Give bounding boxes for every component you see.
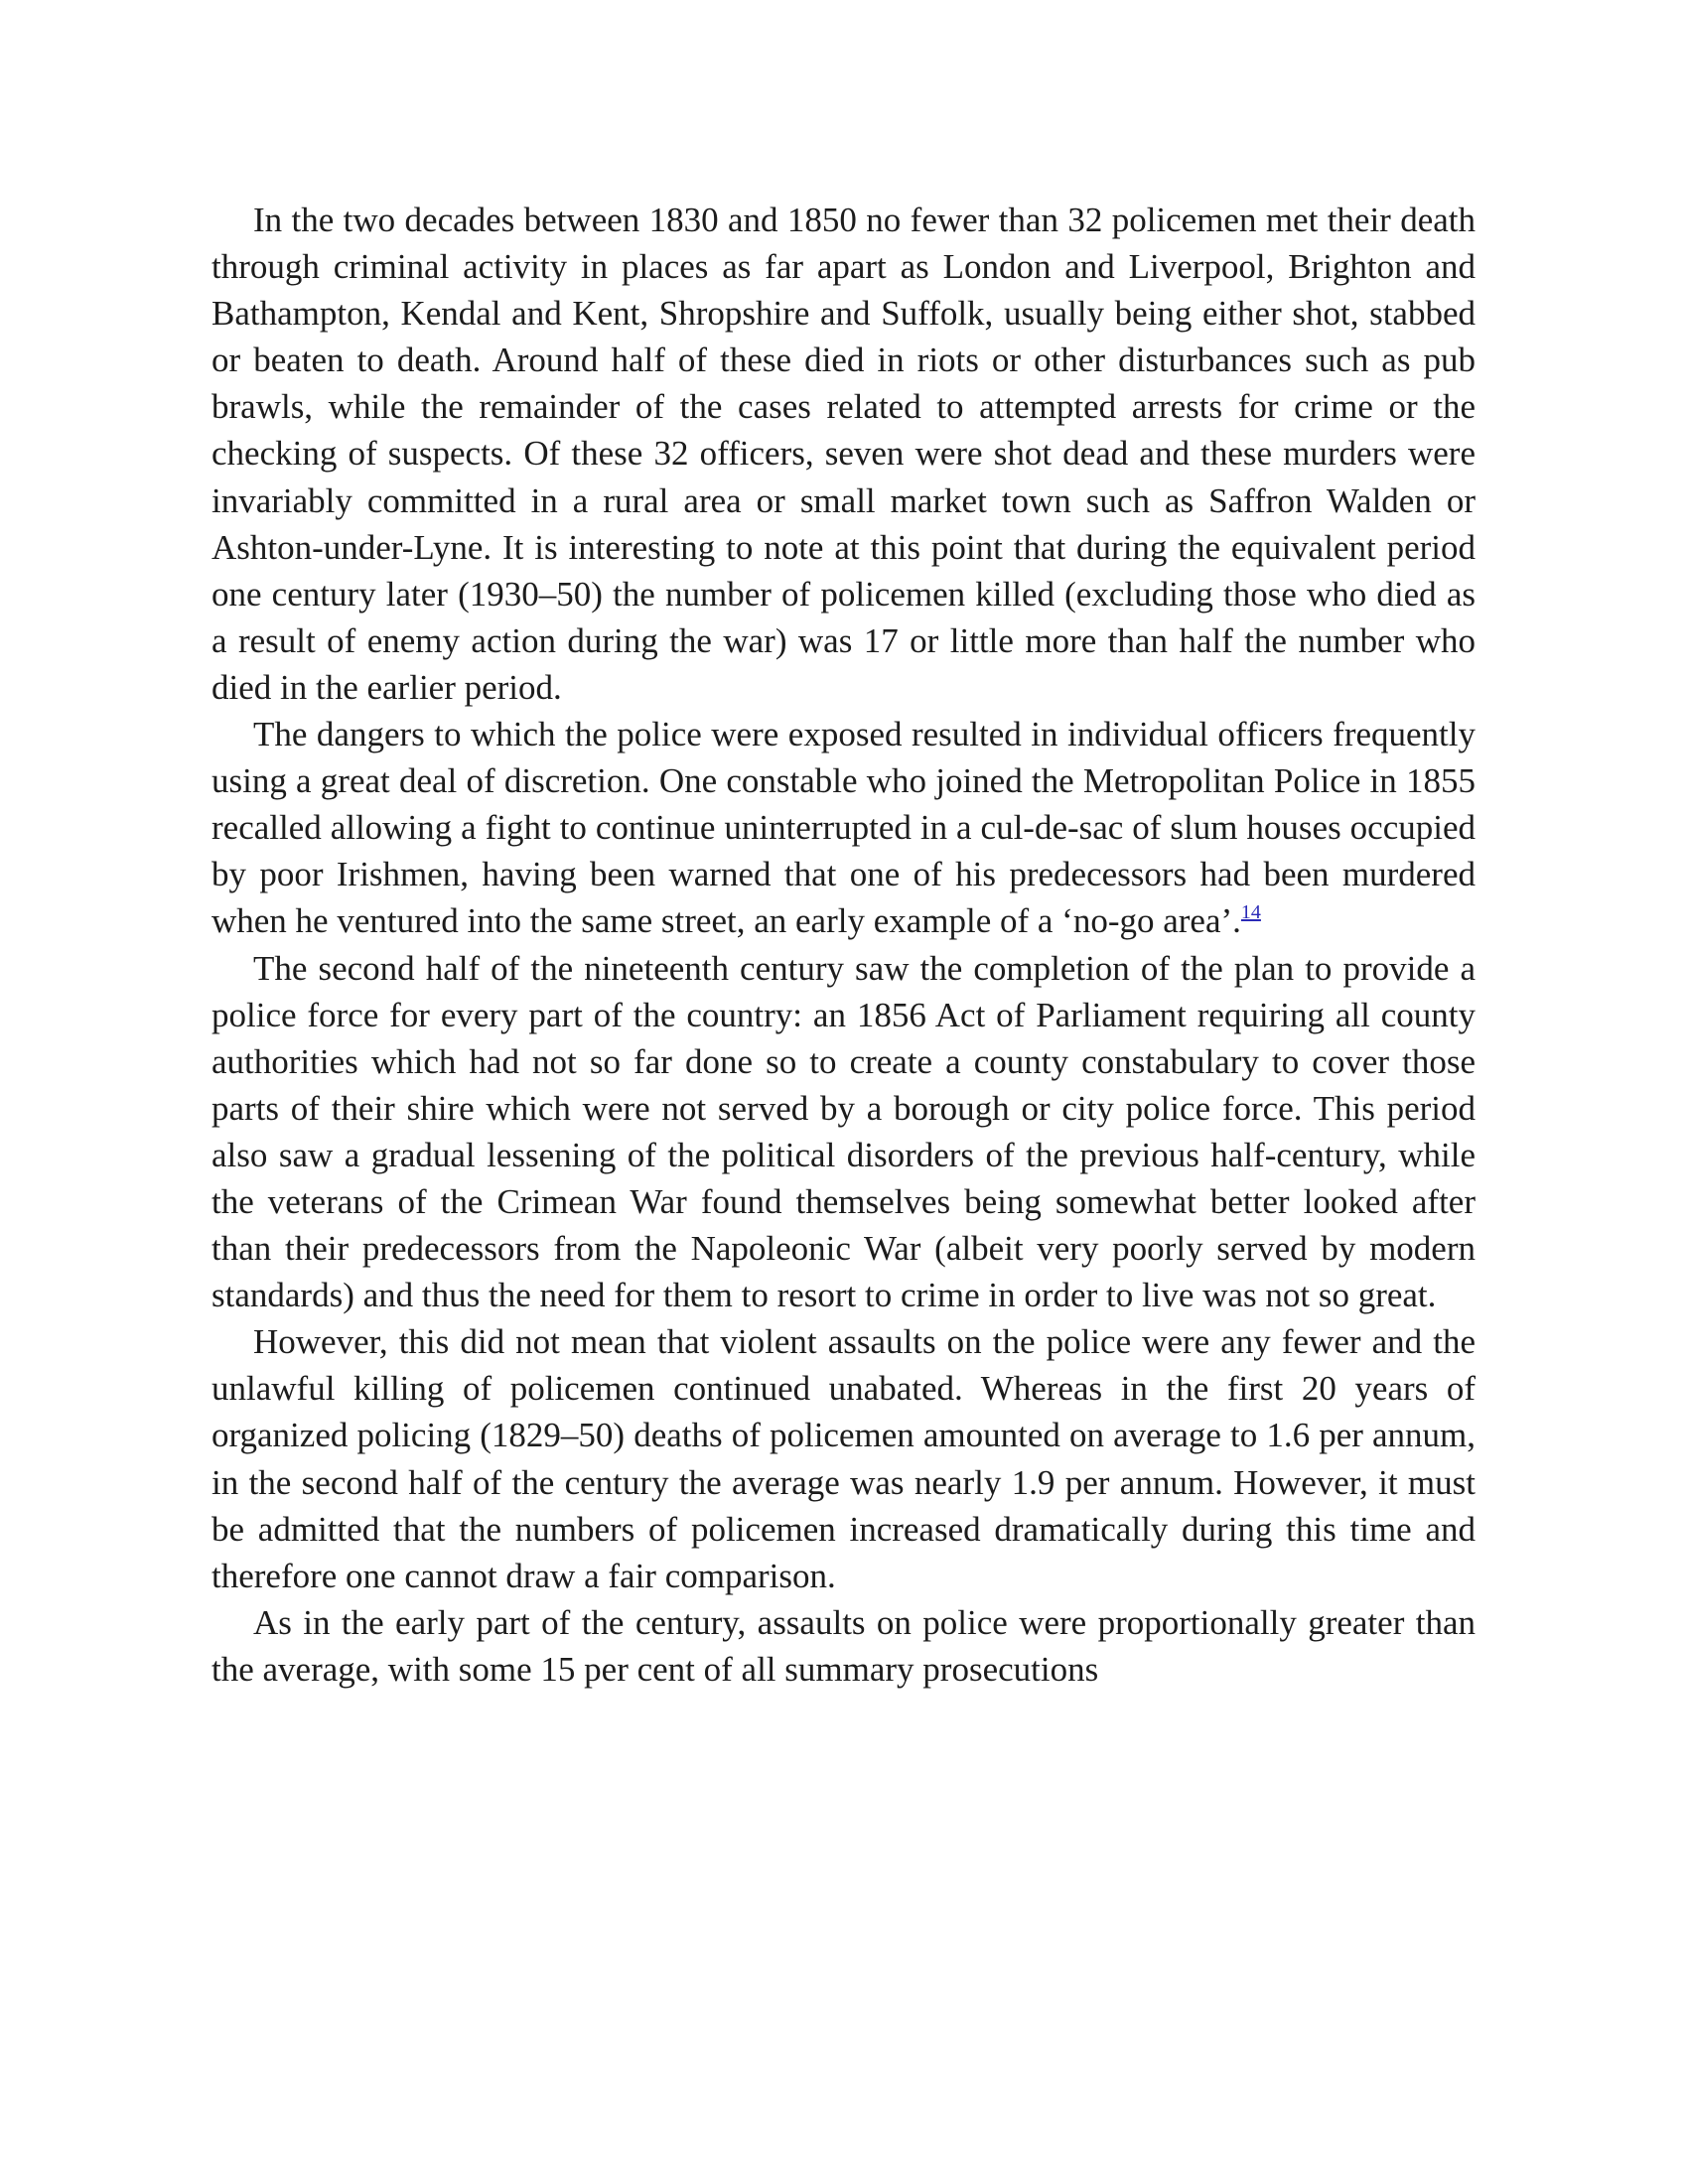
paragraph-3 bbox=[211, 945, 1476, 1319]
paragraph-2 bbox=[211, 711, 1476, 944]
paragraph-5-text: As in the early part of the century, assaults on police were proportionally greater than the average, with some 15 per cent of all summary prosecutions bbox=[211, 1602, 1476, 1689]
paragraph-1-text: In the two decades between 1830 and 1850 no fewer than 32 policemen met their death through criminal activity in places as far apart as London and Liverpool, Brighton and Bathampton, Kendal and Kent, Shropshire and Suffolk, usually being either shot, stabbed or beaten to death. Around half of these died in riots or other disturbances such as pub brawls, while the remainder of the cases related to attempted arrests for crime or the checking of suspects. Of these 32 officers, seven were shot dead and these murders were invariably committed in a rural area or small market town such as Saffron Walden or Ashton-under-Lyne. It is interesting to note at this point that during the equivalent period one century later (1930–50) the number of policemen killed (excluding those who died as a result of enemy action during the war) was 17 or little more than half the number who died in the earlier period. bbox=[211, 201, 1476, 707]
paragraph-4-text: However, this did not mean that violent assaults on the police were any fewer and the unlawful killing of policemen continued unabated. Whereas in the first 20 years of organized policing (1829–50) deaths of policemen amounted on average to 1.6 per annum, in the second half of the century the average was nearly 1.9 per annum. However, it must be admitted that the numbers of policemen increased dramatically during this time and therefore one cannot draw a fair comparison. bbox=[211, 1322, 1476, 1595]
page-body bbox=[211, 197, 1476, 1693]
paragraph-3-text: The second half of the nineteenth century saw the completion of the plan to provide a police force for every part of the country: an 1856 Act of Parliament requiring all county authorities which had not so far done so to create a county constabulary to cover those parts of their shire which were not served by a borough or city police force. This period also saw a gradual lessening of the political disorders of the previous half-century, while the veterans of the Crimean War found themselves being somewhat better looked after than their predecessors from the Napoleonic War (albeit very poorly served by modern standards) and thus the need for them to resort to crime in order to live was not so great. bbox=[211, 948, 1476, 1315]
paragraph-4 bbox=[211, 1318, 1476, 1599]
paragraph-5 bbox=[211, 1599, 1476, 1693]
paragraph-2-text: The dangers to which the police were exposed resulted in individual officers frequently using a great deal of discretion. One constable who joined the Metropolitan Police in 1855 recalled allowing a fight to continue uninterrupted in a cul-de-sac of slum houses occupied by poor Irishmen, having been warned that one of his predecessors had been murdered when he ventured into the same street, an early example of a ‘no-go area’. bbox=[211, 715, 1476, 941]
paragraph-1 bbox=[211, 197, 1476, 711]
footnote-link-14[interactable]: 14 bbox=[1240, 901, 1261, 924]
